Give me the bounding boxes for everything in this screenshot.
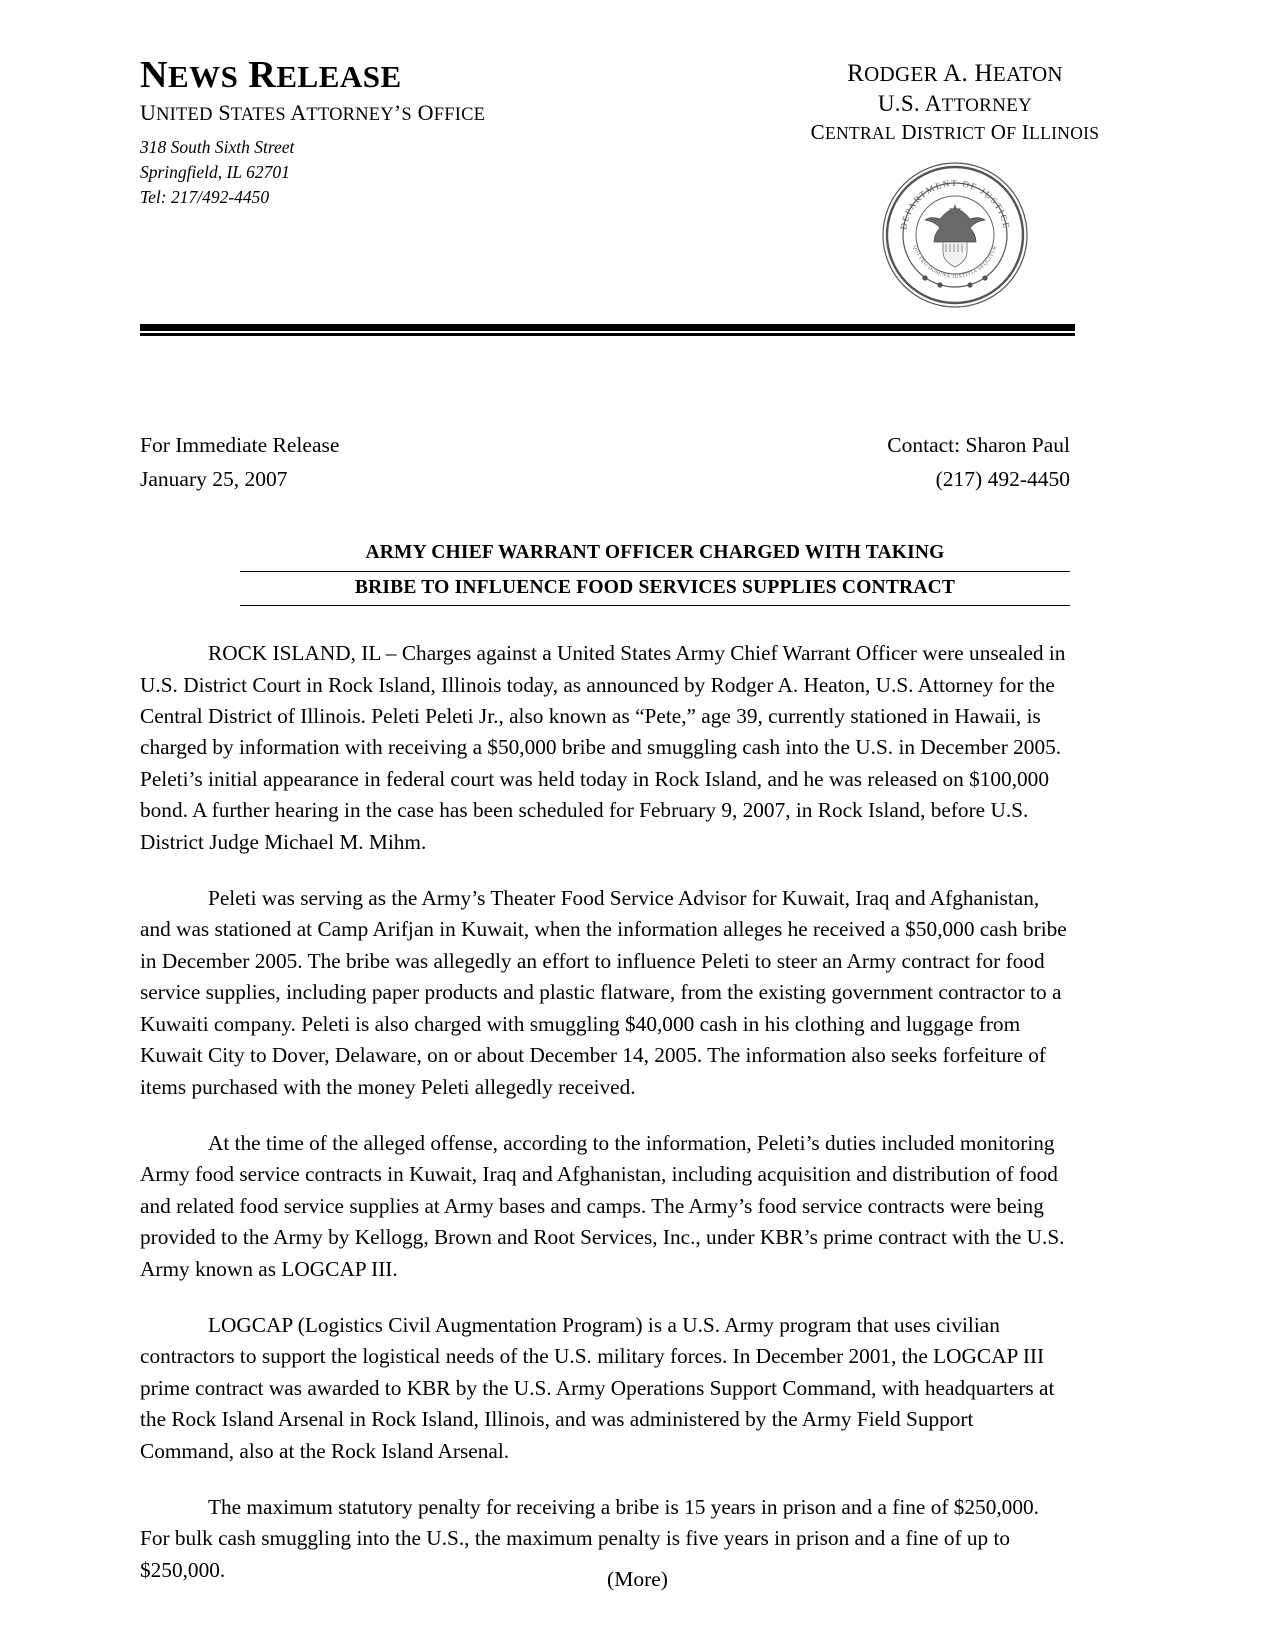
letterhead-left [140, 50, 620, 210]
news-release-title-text: NEWS RELEASE [140, 54, 402, 96]
svg-text:DEPARTMENT OF JUSTICE: DEPARTMENT OF JUSTICE [898, 178, 1012, 231]
release-info-right [887, 429, 1070, 496]
letterhead-right [740, 50, 1170, 310]
svg-text:QUI PRO DOMINA JUSTITIA SEQUIT: QUI PRO DOMINA JUSTITIA SEQUITUR [911, 245, 999, 281]
page-title [240, 537, 1070, 606]
headline-line-1: ARMY CHIEF WARRANT OFFICER CHARGED WITH TAKING [240, 537, 1070, 572]
issuing-office [140, 100, 620, 126]
body-paragraph: Peleti was serving as the Army’s Theater Food Service Advisor for Kuwait, Iraq and Afghanistan, and was stationed at Camp Arifjan in Kuwait, when the information alleges he received a $50,000 cash bribe in December 2005. The bribe was allegedly an effort to influence Peleti to steer an Army contract for food service supplies, including paper products and plastic flatware, from the existing government contractor to a Kuwaiti company. Peleti is also charged with smuggling $40,000 cash in his clothing and luggage from Kuwait City to Dover, Delaware, on or about December 14, 2005. The information also seeks forfeiture of items purchased with the money Peleti allegedly received. [140, 886, 1067, 1099]
header-divider [140, 324, 1075, 336]
release-info-left [140, 429, 339, 496]
press-contact: Contact: Sharon Paul [887, 433, 1070, 458]
body-copy [140, 638, 1070, 1586]
news-release-title [140, 56, 620, 96]
address-line-2: Springfield, IL 62701 [140, 162, 290, 183]
body-paragraph: The maximum statutory penalty for receiving a bribe is 15 years in prison and a fine of $250,000. For bulk cash smuggling into the U.S., the maximum penalty is five years in prison and a fine of up to $250,000. [140, 1494, 1039, 1582]
press-contact-phone: (217) 492-4450 [935, 466, 1070, 491]
doj-seal-icon [880, 160, 1030, 310]
divider-thick [140, 324, 1075, 331]
body-paragraph: At the time of the alleged offense, according to the information, Peleti’s duties included monitoring Army food service contracts in Kuwait, Iraq and Afghanistan, including acquisition and distribution of food and related food service supplies at Army bases and camps. The Army’s food service contracts were being provided to the Army by Kellogg, Brown and Root Services, Inc., under KBR’s prime contract with the U.S. Army known as LOGCAP III. [140, 1130, 1065, 1281]
release-info [140, 429, 1070, 496]
attorney-name: RODGER A. HEATON [847, 60, 1063, 87]
attorney-title: U.S. ATTORNEY [877, 91, 1033, 117]
phone-line: Tel: 217/492-4450 [140, 186, 270, 207]
address-line-1: 318 South Sixth Street [140, 137, 295, 158]
seal-container [740, 160, 1170, 310]
divider-thin [140, 333, 1075, 336]
continuation-marker: (More) [607, 1567, 668, 1591]
letterhead [140, 50, 1170, 310]
body-paragraph: LOGCAP (Logistics Civil Augmentation Program) is a U.S. Army program that uses civilian contractors to support the logistical needs of the U.S. military forces. In December 2001, the LOGCAP III prime contract was awarded to KBR by the U.S. Army Operations Support Command, with headquarters at the Rock Island Arsenal in Rock Island, Illinois, and was administered by the Army Field Support Command, also at the Rock Island Arsenal. [140, 1312, 1055, 1463]
body-paragraph: ROCK ISLAND, IL – Charges against a United States Army Chief Warrant Officer were unsealed in U.S. District Court in Rock Island, Illinois today, as announced by Rodger A. Heaton, U.S. Attorney for the Central District of Illinois. Peleti Peleti Jr., also known as “Pete,” age 39, currently stationed in Hawaii, is charged by information with receiving a $50,000 bribe and smuggling cash into the U.S. in December 2005. Peleti’s initial appearance in federal court was held today in Rock Island, and he was released on $100,000 bond. A further hearing in the case has been scheduled for February 9, 2007, in Rock Island, before U.S. District Judge Michael M. Mihm. [140, 641, 1066, 854]
attorney-district: CENTRAL DISTRICT OF ILLINOIS [810, 120, 1100, 145]
release-timing: For Immediate Release [140, 433, 340, 458]
release-date: January 25, 2007 [140, 466, 288, 491]
headline-line-2: BRIBE TO INFLUENCE FOOD SERVICES SUPPLIES CONTRACT [240, 572, 1070, 607]
issuing-office-text: UNITED STATES ATTORNEY’S OFFICE [140, 99, 486, 125]
